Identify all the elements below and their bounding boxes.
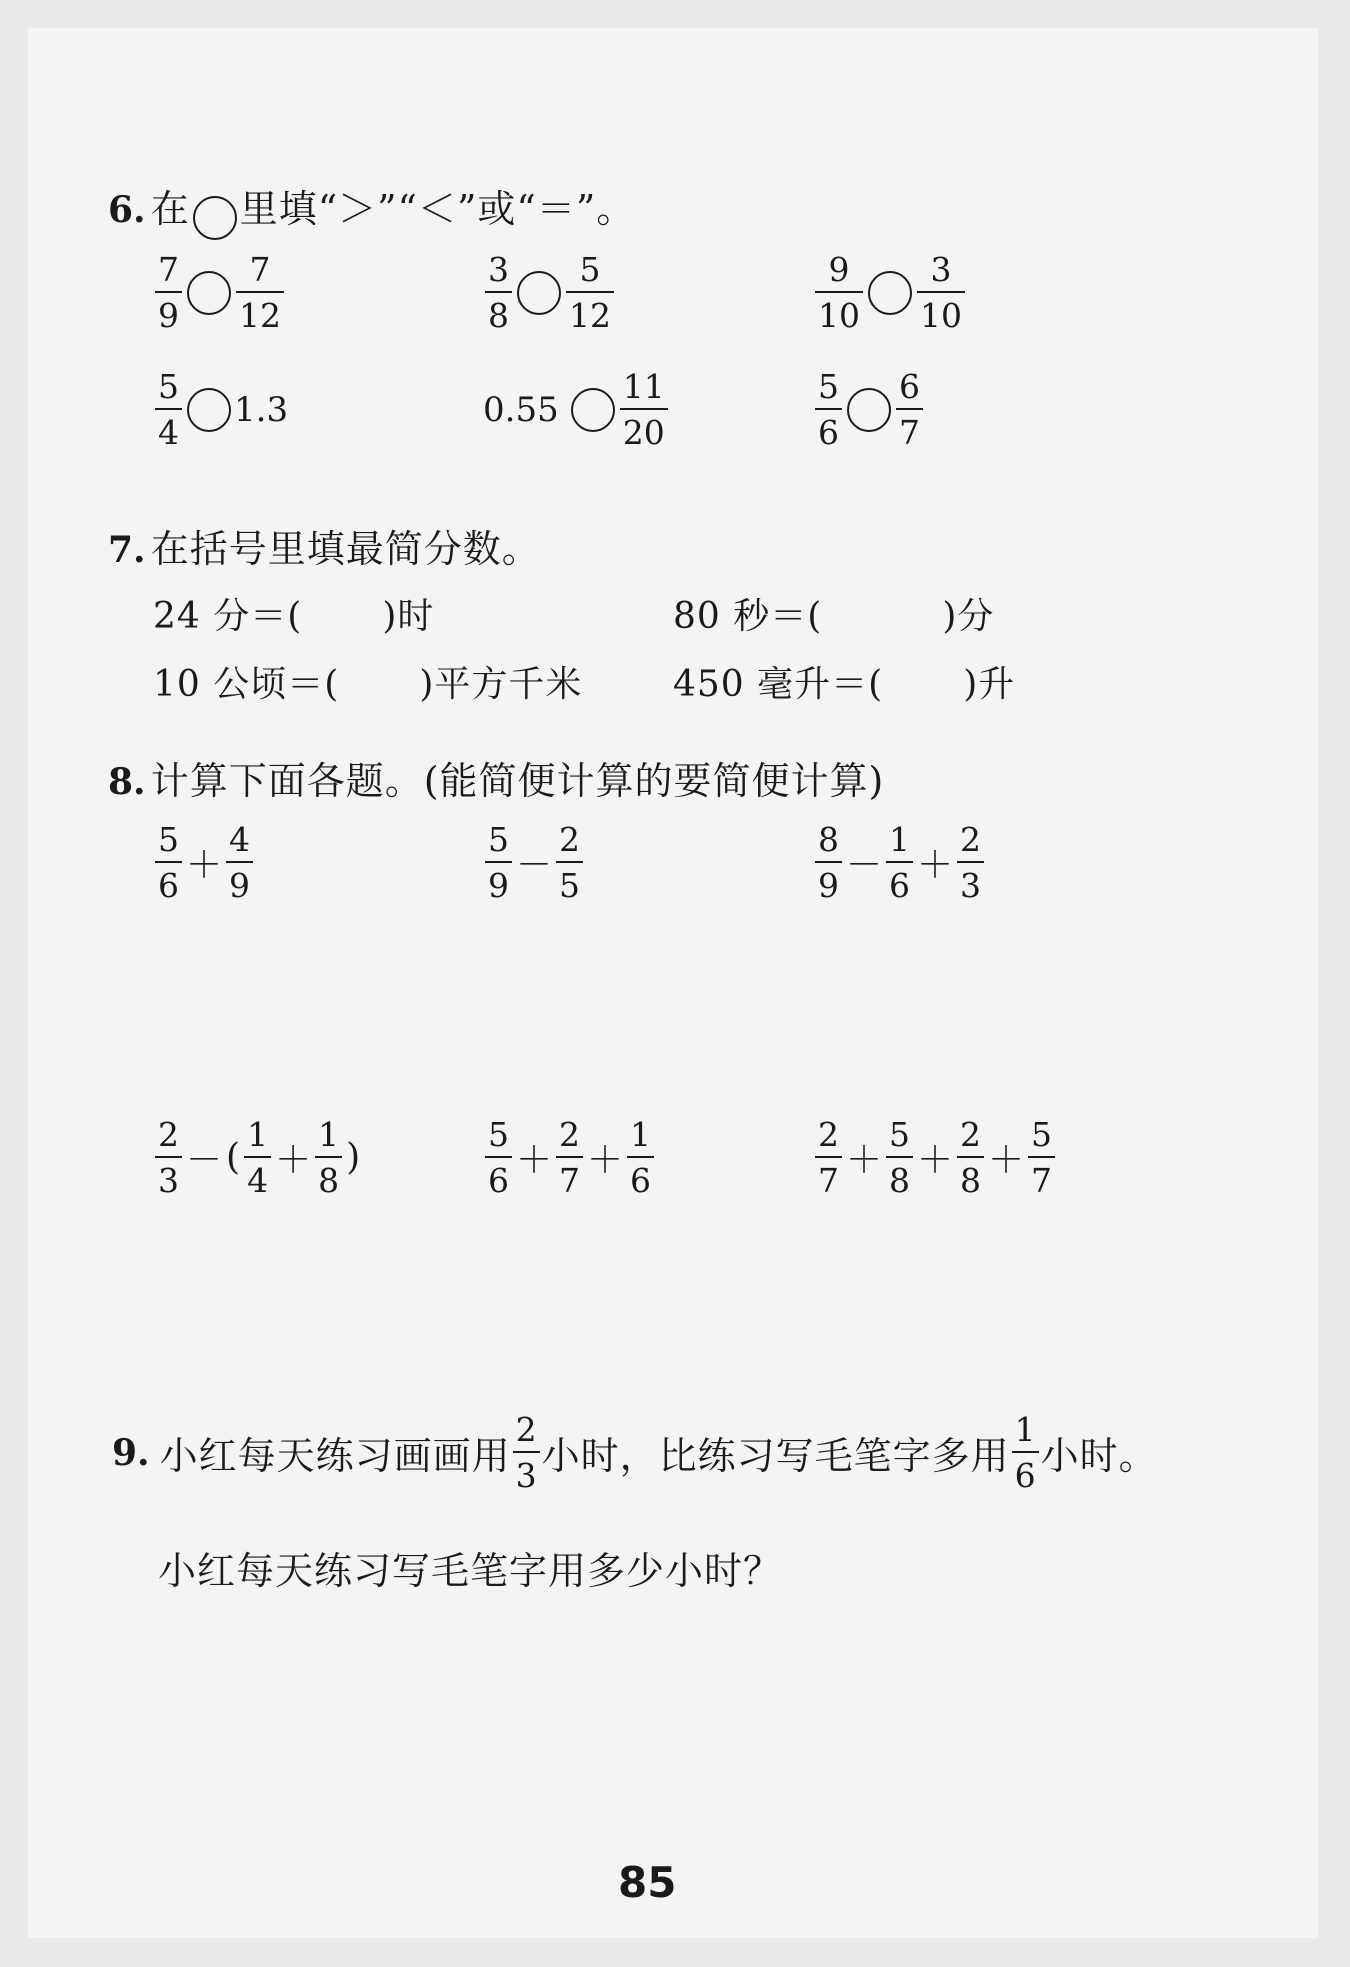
plus-sign: ＋ [516,1140,553,1181]
fraction: $\frac{1}{8}$ [315,1118,342,1197]
q7-number: 7. [108,529,146,571]
fraction: $\frac{6}{7}$ [896,370,923,449]
q9-line-1 [112,1410,1158,1495]
right-paren: ) [346,1137,361,1178]
q6-item-4 [153,367,289,452]
q7-line-3: 10 公顷＝( )平方千米 [153,664,583,705]
plus-sign: ＋ [846,1140,883,1181]
worksheet-page [28,28,1318,1938]
fraction: $\frac{5}{6}$ [485,1118,512,1197]
fraction: $\frac{1}{4}$ [244,1118,271,1197]
q6-heading [108,178,635,240]
fraction: $\frac{5}{9}$ [485,823,512,902]
q8-number: 8. [108,761,146,803]
fraction: $\frac{1}{6}$ [1012,1413,1039,1492]
fraction: $\frac{4}{9}$ [226,823,253,902]
fraction: $\frac{3}{10}$ [917,253,965,332]
answer-circle[interactable] [187,388,231,432]
q7-text: 在括号里填最简分数。 [150,527,541,571]
plus-sign: ＋ [587,1140,624,1181]
q6-text-part2: 里填“＞”“＜”或“＝”。 [239,187,636,231]
q9-number: 9. [112,1431,150,1474]
fraction: $\frac{8}{9}$ [815,823,842,902]
fraction: $\frac{7}{9}$ [155,253,182,332]
plus-sign: ＋ [186,845,223,886]
fraction: $\frac{2}{5}$ [556,823,583,902]
fraction: $\frac{2}{3}$ [957,823,984,902]
answer-circle[interactable] [571,388,615,432]
q8-heading [108,750,884,805]
fraction: $\frac{5}{12}$ [566,253,614,332]
q6-item-3 [813,250,967,335]
q9-text-part1: 小红每天练习画画用 [159,1434,511,1478]
fraction: $\frac{5}{8}$ [886,1118,913,1197]
q9-text-part2: 小时，比练习写毛笔字多用 [541,1434,1010,1478]
q8-text: 计算下面各题。(能简便计算的要简便计算) [150,759,885,803]
q6-item-2 [483,250,616,335]
q8-expression-3 [813,820,986,905]
q8-expression-1 [153,820,255,905]
q8-expression-6 [813,1115,1057,1200]
fraction: $\frac{11}{20}$ [620,370,668,449]
answer-circle[interactable] [847,388,891,432]
plus-sign: ＋ [917,1140,954,1181]
fraction: $\frac{5}{4}$ [155,370,182,449]
decimal-value: 1.3 [234,389,289,430]
fraction: $\frac{3}{8}$ [485,253,512,332]
fraction: $\frac{5}{6}$ [815,370,842,449]
q6-number: 6. [108,189,146,231]
fraction: $\frac{5}{7}$ [1028,1118,1055,1197]
fraction: $\frac{2}{3}$ [155,1118,182,1197]
q9-line-2: 小红每天练习写毛笔字用多少小时？ [158,1549,783,1593]
answer-circle[interactable] [187,271,231,315]
fraction: $\frac{2}{3}$ [513,1413,540,1492]
q7-line-1: 24 分＝( )时 [153,596,435,637]
fraction: $\frac{9}{10}$ [815,253,863,332]
fraction: $\frac{2}{8}$ [957,1118,984,1197]
q6-text-part1: 在 [150,187,190,231]
fraction: $\frac{2}{7}$ [815,1118,842,1197]
answer-circle[interactable] [517,271,561,315]
minus-sign: － [186,1140,223,1181]
minus-sign: － [516,845,553,886]
q8-expression-2 [483,820,585,905]
plus-sign: ＋ [988,1140,1025,1181]
q7-line-4: 450 毫升＝( )升 [673,664,1016,705]
q6-item-6 [813,367,925,452]
fraction: $\frac{1}{6}$ [886,823,913,902]
decimal-value: 0.55 [483,389,559,430]
fraction: $\frac{5}{6}$ [155,823,182,902]
q8-expression-5 [483,1115,656,1200]
minus-sign: － [846,845,883,886]
left-paren: ( [226,1137,241,1178]
q7-line-2: 80 秒＝( )分 [673,596,995,637]
page-number: 85 [618,1858,677,1907]
q8-expression-4 [153,1115,362,1200]
q6-item-5 [483,367,670,452]
q7-heading [108,518,541,573]
fraction: $\frac{2}{7}$ [556,1118,583,1197]
q9-text-part3: 小时。 [1040,1434,1158,1478]
fraction: $\frac{7}{12}$ [236,253,284,332]
q6-item-1 [153,250,286,335]
answer-circle[interactable] [868,271,912,315]
fraction: $\frac{1}{6}$ [627,1118,654,1197]
plus-sign: ＋ [275,1140,312,1181]
plus-sign: ＋ [917,845,954,886]
blank-circle-icon [193,196,237,240]
